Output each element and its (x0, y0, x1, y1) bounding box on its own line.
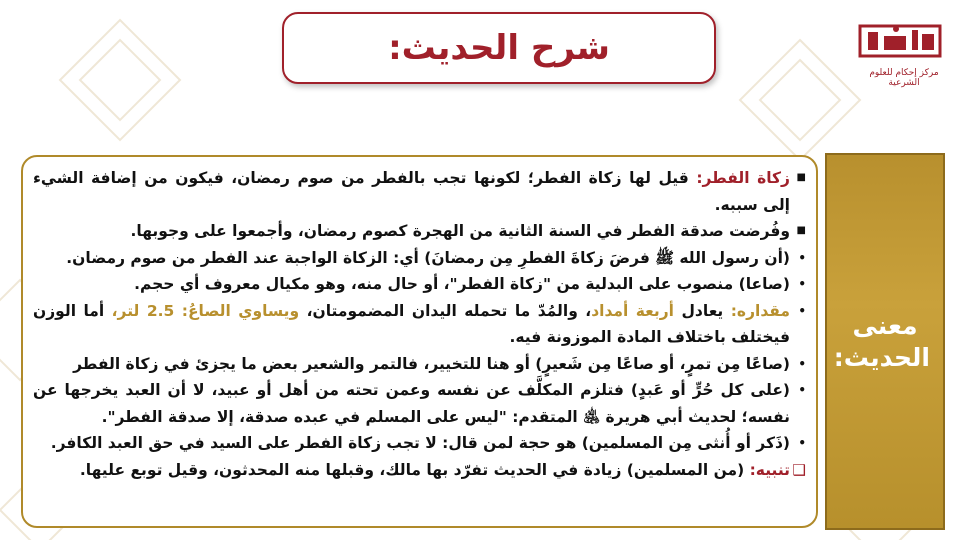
page-title: شرح الحديث: (388, 28, 610, 68)
item-text: (أن رسول الله ﷺ فرضَ زكاةَ الفطرِ مِن رمضانَ) أي: الزكاة الواجبة عند الفطر من صوم رمضان. (66, 248, 790, 267)
item-highlight: أربعة أمداد (591, 301, 674, 320)
explanation-list (33, 165, 806, 483)
item-lead: تنبيه: (749, 460, 790, 479)
logo-subtitle: مركز إحكام للعلوم الشرعية (869, 68, 939, 88)
dot-bullet-icon: • (798, 383, 806, 397)
side-label: معنى الحديث: (833, 311, 930, 372)
content-box (21, 155, 818, 528)
item-lead: مقداره: (730, 301, 791, 320)
list-item (33, 298, 806, 351)
title-box (282, 12, 716, 84)
list-item (33, 245, 806, 272)
dot-bullet-icon: • (798, 250, 806, 265)
list-item (33, 457, 806, 484)
item-text: وفُرضت صدقة الفطر في السنة الثانية من الهجرة كصوم رمضان، وأجمعوا على وجوبها. (130, 222, 790, 240)
item-highlight-2: ويساوي الصاعُ: 2.5 لتر، (111, 301, 300, 320)
list-item (33, 351, 806, 378)
dot-bullet-icon: • (798, 436, 806, 450)
dot-bullet-icon: • (798, 277, 806, 291)
list-item (33, 377, 806, 430)
item-text-2: ، والمُدّ ما تحمله اليدان المضمومتان، (299, 301, 592, 320)
list-item (33, 165, 806, 218)
item-text: (ذَكر أو أُنثى مِن المسلمين) هو حجة لمن قال: لا تجب زكاة الفطر على السيد في حق العبد الكافر. (50, 434, 790, 452)
item-lead: زكاة الفطر: (696, 169, 790, 187)
checkbox-bullet-icon: ❑ (792, 460, 806, 479)
item-text: يعادل (674, 301, 731, 320)
item-text-3: أما الوزن فيختلف باختلاف المادة الموزونة فيه. (33, 301, 790, 346)
square-bullet-icon: ■ (796, 225, 806, 236)
item-text: (على كل حُرٍّ أو عَبدٍ) فتلزم المكلَّف عن نفسه وعمن تحته من أهل أو عبيد، لا أن العبد يخرجها عن نفسه؛ لحديث أبي هريرة ﵁ المتقدم: "ليس على المسلم في عبده صدقة، إلا صدقة الفطر". (33, 381, 790, 426)
logo-mark-icon (858, 22, 942, 62)
logo (858, 22, 950, 92)
item-text: (صاعًا مِن تمرٍ، أو صاعًا مِن شَعيرٍ) أو هنا للتخيير، فالتمر والشعير بعض ما يجزئ في زكاة الفطر (73, 354, 790, 373)
item-text: (من المسلمين) زيادة في الحديث تفرّد بها مالك، وقبلها منه المحدثون، وقيل توبع عليها. (79, 460, 750, 479)
dot-bullet-icon: • (798, 356, 806, 371)
item-text: قيل لها زكاة الفطر؛ لكونها تجب بالفطر من صوم رمضان، فيكون من إضافة الشيء إلى سببه. (33, 169, 790, 214)
list-item (33, 218, 806, 245)
dot-bullet-icon: • (798, 303, 806, 318)
list-item (33, 430, 806, 457)
item-text: (صاعا) منصوب على البدلية من "زكاة الفطر"، أو حال منه، وهو مكيال معروف أي حجم. (134, 275, 790, 293)
side-panel (825, 153, 945, 530)
square-bullet-icon: ■ (796, 172, 806, 183)
list-item (33, 271, 806, 298)
